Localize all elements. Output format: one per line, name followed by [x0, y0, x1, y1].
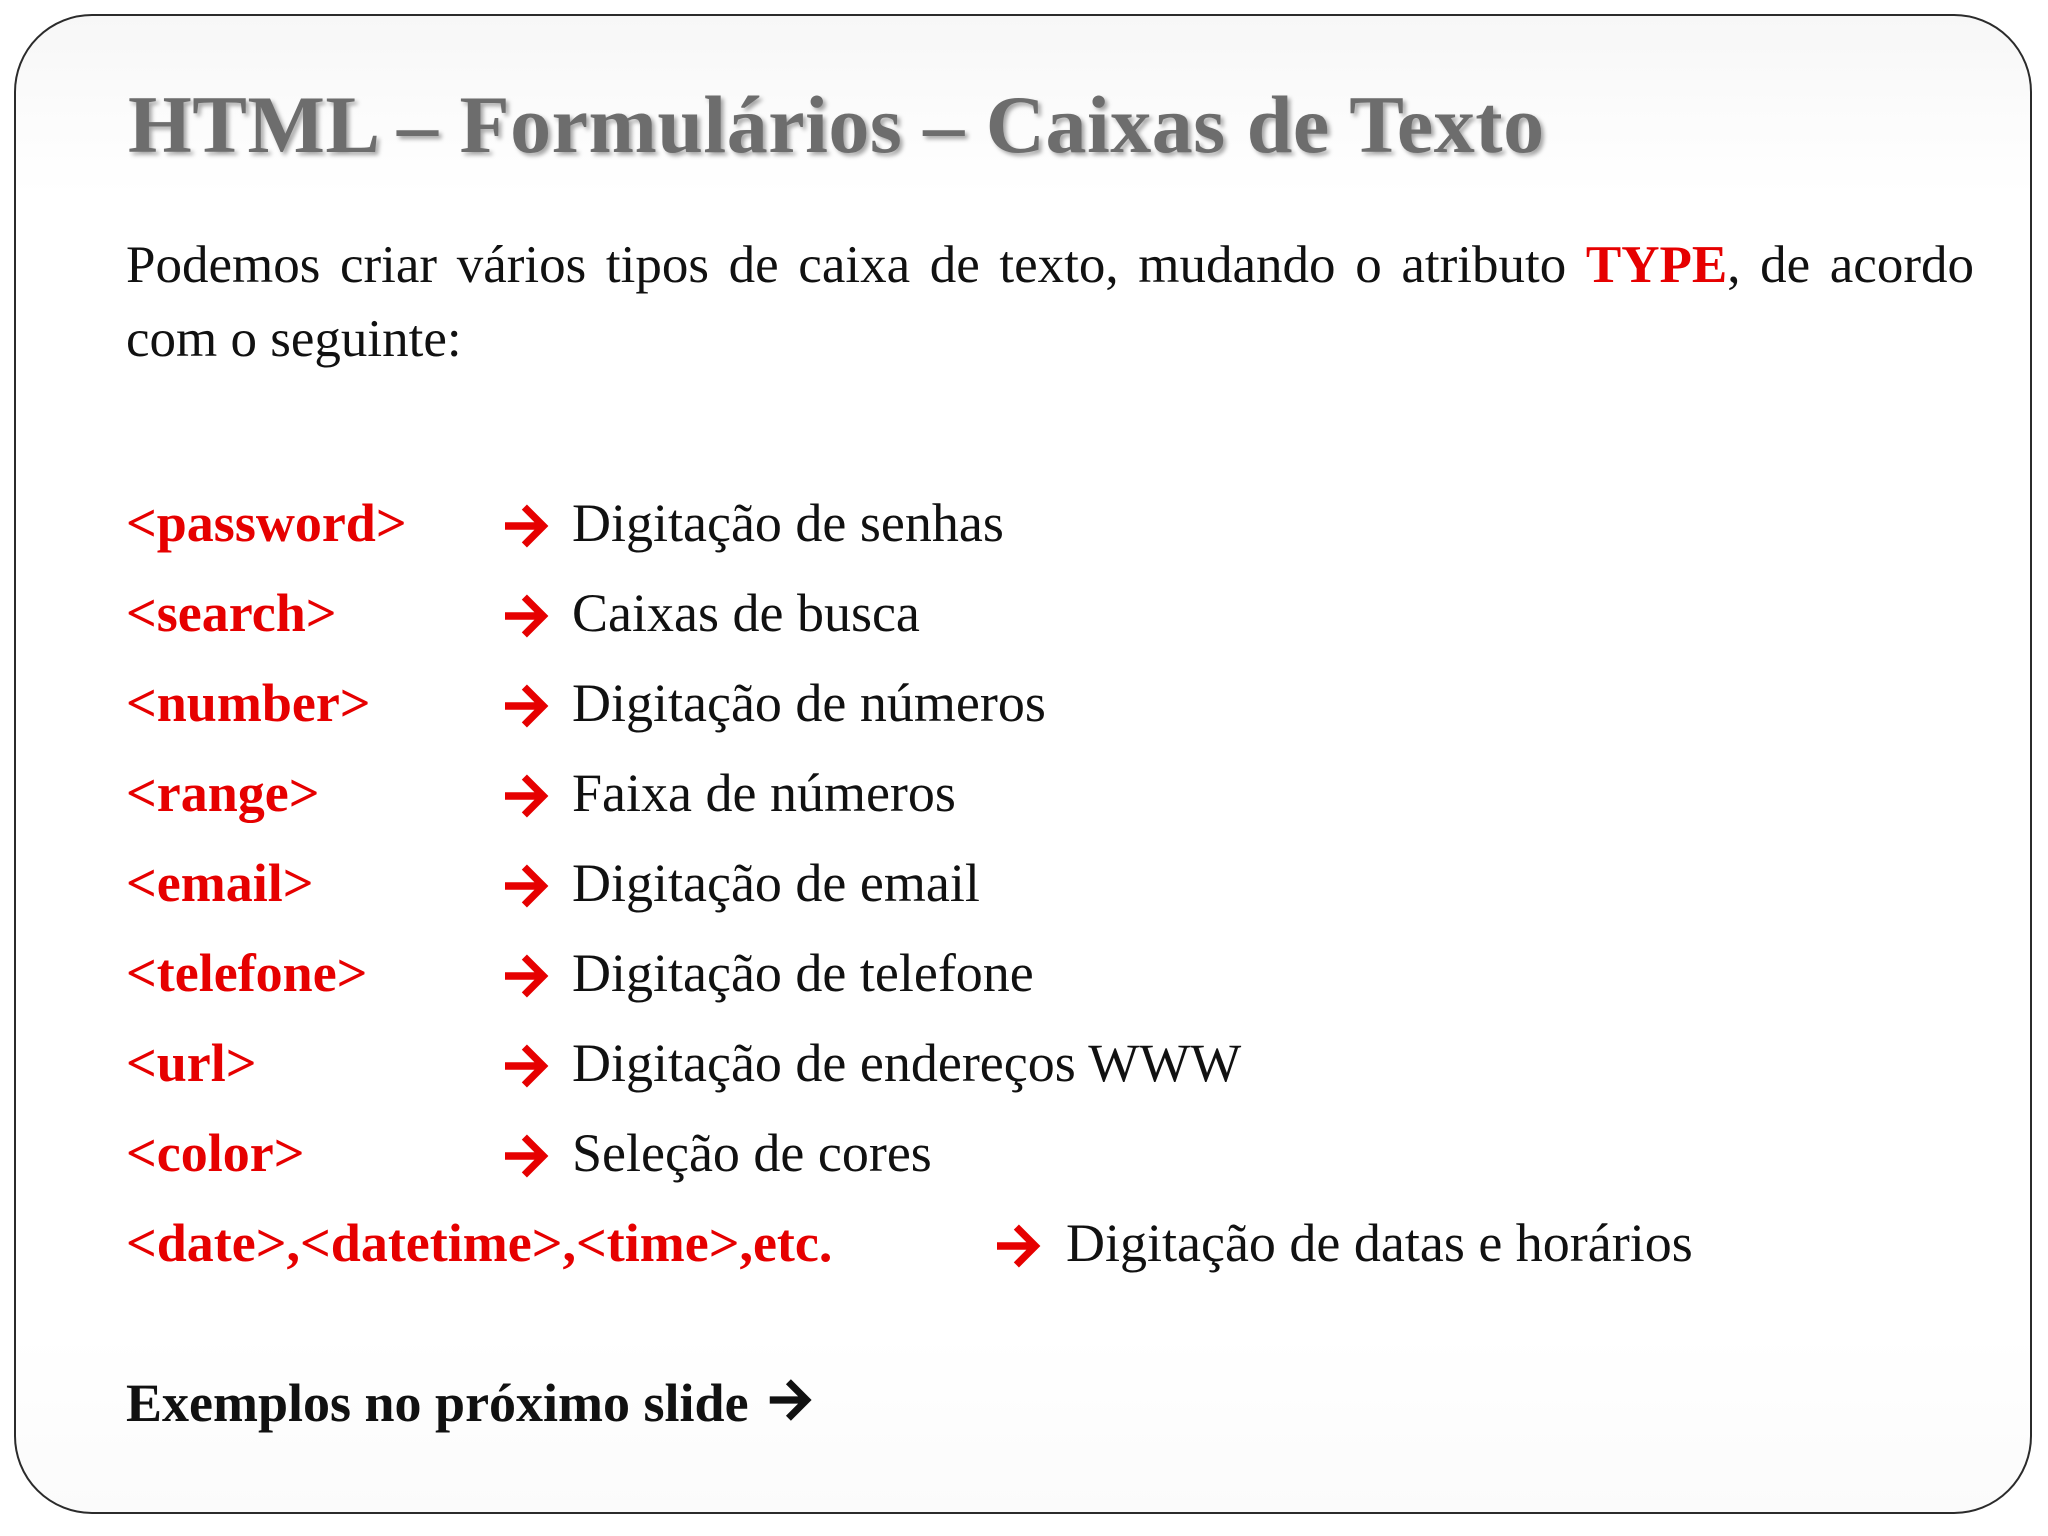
- list-item: [126, 1206, 1974, 1296]
- type-description: Digitação de endereços WWW: [572, 1033, 1242, 1093]
- list-item: [126, 1116, 1974, 1206]
- arrow-right-icon: [498, 858, 554, 914]
- slide-title: HTML – Formulários – Caixas de Texto: [128, 79, 1545, 170]
- list-item: [126, 576, 1974, 666]
- intro-paragraph: [126, 228, 1974, 376]
- list-item: [126, 936, 1974, 1026]
- type-description: Digitação de números: [572, 673, 1046, 733]
- list-item: [126, 756, 1974, 846]
- type-description: Digitação de telefone: [572, 943, 1034, 1003]
- list-item: [126, 846, 1974, 936]
- arrow-right-icon: [498, 588, 554, 644]
- arrow-right-icon: [498, 1128, 554, 1184]
- type-description: Seleção de cores: [572, 1123, 932, 1183]
- type-tag: <color>: [126, 1123, 305, 1183]
- footer-text: Exemplos no próximo slide: [126, 1373, 749, 1433]
- type-tag: <range>: [126, 763, 320, 823]
- intro-text-before: Podemos criar vários tipos de caixa de texto, mudando o atributo: [126, 236, 1586, 294]
- arrow-right-icon: [498, 768, 554, 824]
- arrow-right-icon: [990, 1218, 1046, 1274]
- arrow-right-icon: [498, 498, 554, 554]
- type-tag: <telefone>: [126, 943, 368, 1003]
- slide-frame: [14, 14, 2032, 1514]
- arrow-right-icon: [763, 1373, 817, 1427]
- list-item: [126, 486, 1974, 576]
- type-description: Digitação de email: [572, 853, 980, 913]
- type-tag: <url>: [126, 1033, 257, 1093]
- intro-text-after: , de acordo com o seguinte:: [126, 236, 1974, 368]
- type-tag: <password>: [126, 493, 407, 553]
- intro-keyword: TYPE: [1585, 236, 1728, 294]
- next-slide-note: [126, 1366, 817, 1440]
- type-tag: <number>: [126, 673, 371, 733]
- type-description: Faixa de números: [572, 763, 956, 823]
- list-item: [126, 1026, 1974, 1116]
- arrow-right-icon: [498, 678, 554, 734]
- type-description: Digitação de senhas: [572, 493, 1004, 553]
- type-tag: <search>: [126, 583, 337, 643]
- arrow-right-icon: [498, 1038, 554, 1094]
- type-list: [126, 486, 1974, 1296]
- arrow-right-icon: [498, 948, 554, 1004]
- type-description: Caixas de busca: [572, 583, 920, 643]
- type-description: Digitação de datas e horários: [1066, 1213, 1693, 1273]
- type-tag: <date>,<datetime>,<time>,etc.: [126, 1213, 833, 1273]
- type-tag: <email>: [126, 853, 314, 913]
- list-item: [126, 666, 1974, 756]
